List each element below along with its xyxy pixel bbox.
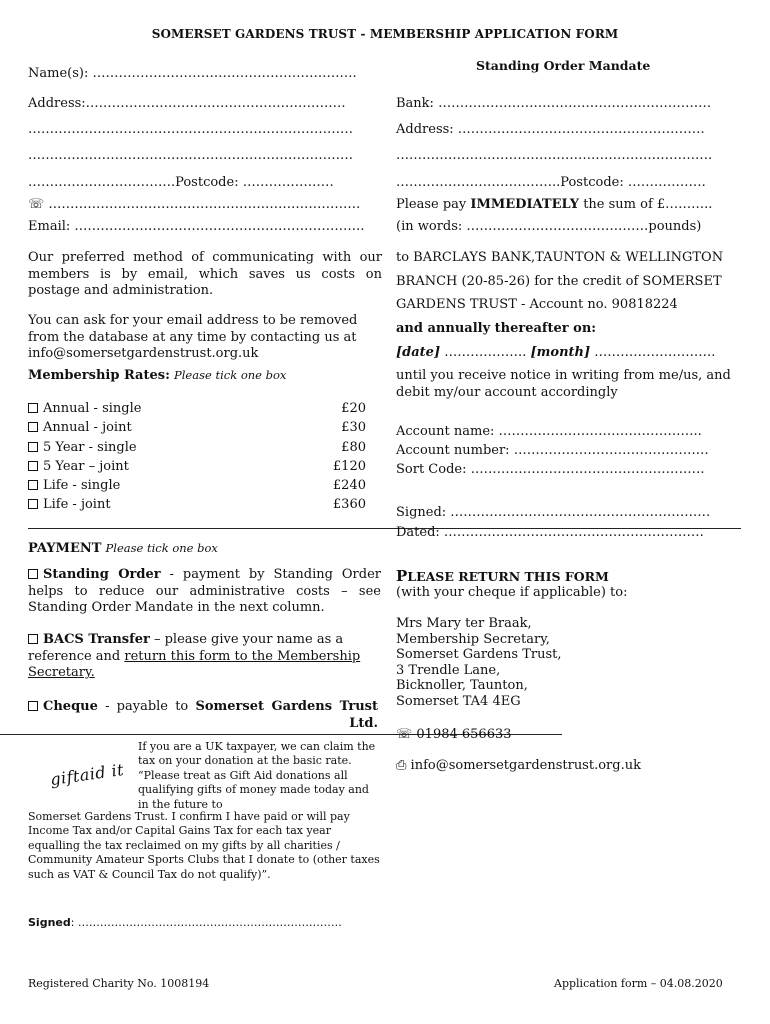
account-name-field[interactable]: Account name: ……………………………………….. (396, 424, 702, 439)
name-field[interactable]: Name(s): ……………………………………………………. (28, 66, 357, 81)
rate-amount: £360 (332, 497, 366, 512)
date-dots: ………………. (440, 345, 531, 360)
payment-option-standing-order[interactable] (28, 567, 381, 617)
return-line: 3 Trendle Lane, (396, 662, 501, 678)
return-line: Bicknoller, Taunton, (396, 678, 528, 694)
payment-hint: Please tick one box (105, 541, 218, 555)
until-notice-text: until you receive notice in writing from me/us, and debit my/our account accordingly (396, 368, 731, 400)
bacs-label: BACS Transfer (43, 632, 150, 647)
communication-paragraph: Our preferred method of communicating with our members is by email, which saves us costs on postage and administration. (28, 250, 382, 298)
return-email[interactable] (396, 758, 641, 773)
bank-details-line-3: GARDENS TRUST - Account no. 90818224 (396, 297, 678, 312)
annually-label: and annually thereafter on: (396, 321, 597, 336)
rate-label: 5 Year - single (43, 440, 137, 455)
date-label: [date] (396, 345, 441, 360)
mandate-heading: Standing Order Mandate (476, 58, 651, 73)
return-line: Membership Secretary, (396, 631, 550, 647)
mandate-words-field[interactable]: (in words: ……………………………………pounds) (396, 219, 702, 234)
rate-label: Life - single (43, 478, 121, 493)
telephone-icon: ☏ (396, 727, 413, 742)
cheque-checkbox[interactable] (28, 701, 38, 711)
address-field-1[interactable]: Address:…………………………………………………… (28, 96, 346, 111)
date-month-field[interactable] (396, 345, 715, 360)
bacs-text: – please give your name as a reference and (28, 632, 344, 664)
giftaid-signed-dots: : ……………………………………………………………… (70, 916, 342, 929)
rate-checkbox[interactable] (28, 422, 38, 432)
phone-field[interactable] (28, 197, 360, 212)
rate-checkbox[interactable] (28, 461, 38, 471)
membership-rate-option[interactable] (28, 478, 366, 493)
membership-rates-heading (28, 368, 286, 383)
charity-number: Registered Charity No. 1008194 (28, 977, 210, 990)
return-heading-rest: LEASE RETURN THIS FORM (407, 569, 609, 584)
payment-heading (28, 541, 218, 556)
postcode-field[interactable]: …………………………….Postcode: ………………… (28, 175, 334, 190)
rate-amount: £20 (341, 401, 366, 416)
form-version: Application form – 04.08.2020 (554, 977, 723, 990)
mandate-bank-field[interactable]: Bank: ……………………………………………………… (396, 96, 712, 111)
cheque-text: - payable to (97, 699, 196, 714)
membership-rate-option[interactable] (28, 401, 366, 416)
cheque-payee: Somerset Gardens Trust Ltd. (195, 699, 378, 731)
pay-immediately: IMMEDIATELY (470, 197, 580, 212)
return-line: Somerset TA4 4EG (396, 693, 521, 709)
payment-label: PAYMENT (28, 541, 102, 556)
bank-details-line-1: to BARCLAYS BANK,TAUNTON & WELLINGTON (396, 250, 724, 265)
telephone-icon: ☏ (28, 197, 45, 212)
mandate-signed-field[interactable]: Signed: …………………………………………………… (396, 505, 711, 520)
rate-amount: £80 (341, 440, 366, 455)
membership-rate-option[interactable] (28, 497, 366, 512)
address-field-3[interactable]: ………………………………………………………………… (28, 148, 353, 163)
rates-hint: Please tick one box (174, 368, 287, 382)
rate-label: Annual - joint (43, 420, 132, 435)
bacs-return-link: return this form to the Membership Secretary. (28, 648, 361, 680)
giftaid-logo: giftaid it (49, 759, 126, 790)
email-removal-paragraph: You can ask for your email address to be removed from the database at any time by contacting us at info@somersetgardenstrust.org.uk (28, 313, 358, 361)
return-heading (396, 567, 609, 585)
payment-option-bacs[interactable] (28, 632, 381, 682)
giftaid-signature-field[interactable] (28, 916, 342, 929)
return-phone-number: 01984 656633 (412, 727, 512, 742)
rate-amount: £240 (332, 478, 366, 493)
phone-dots: ……………………………………………………………… (44, 197, 361, 212)
email-icon: ⎙ (396, 758, 407, 773)
giftaid-text-rest: Somerset Gardens Trust. I confirm I have paid or will pay Income Tax and/or Capital Gains Tax for each tax year equalling the tax reclaimed on my gifts by all charities / Community Amateur Sports Clubs that I donate to (other taxes such as VAT & Council Tax do not qualify)”. (28, 810, 380, 881)
email-field[interactable]: Email: …………………………………………………………. (28, 219, 365, 234)
giftaid-signed-label: Signed (28, 916, 71, 929)
mandate-dated-field[interactable]: Dated: …………………………………………………… (396, 525, 704, 540)
rate-label: Annual - single (43, 401, 142, 416)
pay-post: the sum of £……….. (579, 197, 713, 212)
mandate-address-field[interactable]: Address: ………………………………………………… (396, 122, 705, 137)
giftaid-text-top: If you are a UK taxpayer, we can claim the tax on your donation at the basic rate. “Please treat as Gift Aid donations all qualifying gifts of money made today and in the future to (138, 740, 376, 811)
rate-checkbox[interactable] (28, 403, 38, 413)
return-line: Mrs Mary ter Braak, (396, 616, 532, 631)
return-address (396, 616, 562, 710)
rate-label: 5 Year – joint (43, 459, 129, 474)
rate-checkbox[interactable] (28, 480, 38, 490)
account-number-field[interactable]: Account number: ……………………………………… (396, 443, 709, 458)
mandate-postcode-field[interactable]: ………………………………..Postcode: ……………… (396, 175, 706, 190)
pay-pre: Please pay (396, 197, 471, 212)
rate-amount: £30 (341, 420, 366, 435)
sort-code-field[interactable]: Sort Code: ……………………………………………… (396, 462, 705, 477)
month-label: [month] (530, 345, 591, 360)
form-title: SOMERSET GARDENS TRUST - MEMBERSHIP APPLICATION FORM (151, 27, 619, 41)
return-phone (396, 727, 512, 742)
mandate-amount-field[interactable] (396, 197, 712, 212)
so-label: Standing Order (43, 567, 161, 582)
standing-order-checkbox[interactable] (28, 569, 38, 579)
rate-amount: £120 (332, 459, 366, 474)
return-heading-cap: P (396, 567, 408, 585)
rate-label: Life - joint (43, 497, 111, 512)
membership-rate-option[interactable] (28, 459, 366, 474)
mandate-address-field-2[interactable]: ………………………………………………………………. (396, 148, 713, 163)
bank-details-line-2: BRANCH (20-85-26) for the credit of SOMERSET (396, 274, 722, 289)
return-subheading: (with your cheque if applicable) to: (396, 585, 628, 600)
cheque-label: Cheque (43, 699, 98, 714)
rates-label: Membership Rates: (28, 368, 170, 383)
bacs-checkbox[interactable] (28, 634, 38, 644)
rate-checkbox[interactable] (28, 442, 38, 452)
rate-checkbox[interactable] (28, 499, 38, 509)
month-dots: ………………………. (590, 345, 716, 360)
return-line: Somerset Gardens Trust, (396, 647, 562, 663)
membership-rate-option[interactable] (28, 420, 366, 435)
return-email-address[interactable]: info@somersetgardenstrust.org.uk (406, 758, 641, 773)
so-text: - payment by Standing Order helps to reduce our administrative costs – see Standing Order Mandate in the next column. (28, 567, 381, 615)
membership-rate-option[interactable] (28, 440, 366, 455)
address-field-2[interactable]: ………………………………………………………………… (28, 122, 353, 137)
payment-option-cheque[interactable] (28, 699, 378, 732)
